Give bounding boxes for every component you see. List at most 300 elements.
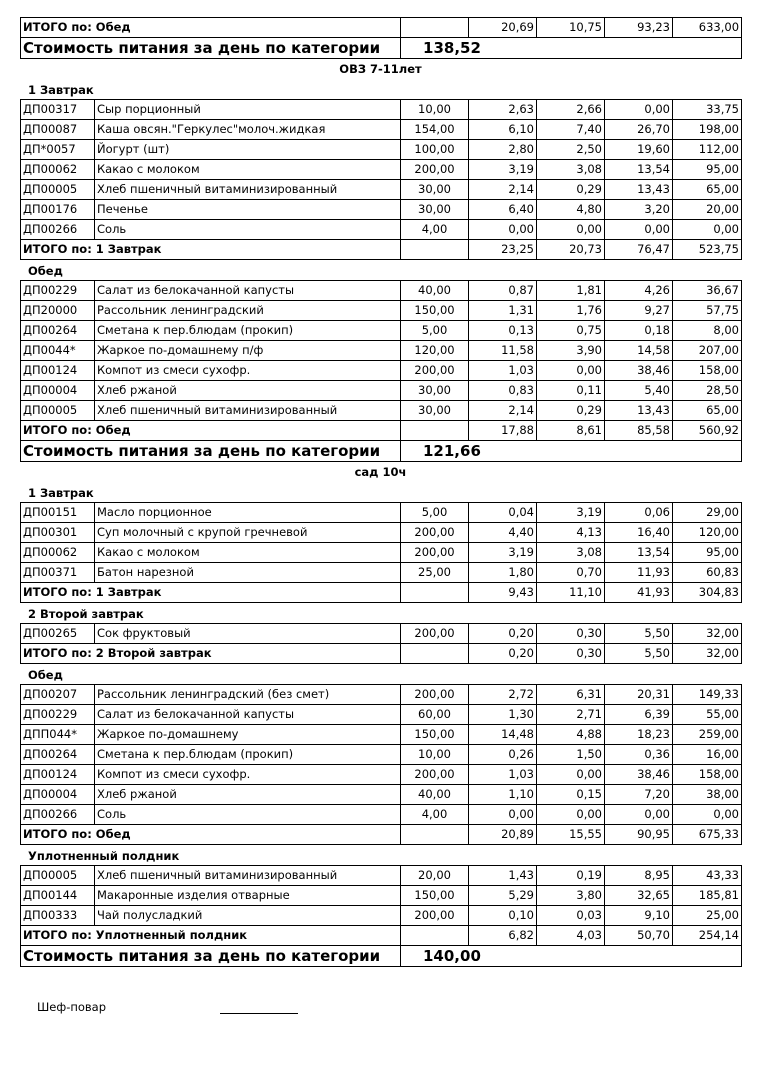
dish-name: Сметана к пер.блюдам (прокип) — [95, 745, 401, 765]
dish-carbs: 0,00 — [605, 805, 673, 825]
dish-name: Соль — [95, 220, 401, 240]
total-qty — [401, 421, 469, 441]
dish-fat: 2,50 — [537, 140, 605, 160]
category-cost-row — [21, 946, 742, 967]
total-kcal: 254,14 — [673, 926, 742, 946]
dish-protein: 1,43 — [469, 866, 537, 886]
total-protein: 0,20 — [469, 644, 537, 664]
dish-protein: 0,13 — [469, 321, 537, 341]
meal-title: Уплотненный полдник — [28, 849, 180, 863]
dish-code: ДП00144 — [21, 886, 95, 906]
dish-name: Рассольник ленинградский — [95, 301, 401, 321]
meal-title: 1 Завтрак — [28, 83, 94, 97]
dish-kcal: 0,00 — [673, 220, 742, 240]
dish-kcal: 25,00 — [673, 906, 742, 926]
dish-kcal: 65,00 — [673, 401, 742, 421]
dish-name: Сок фруктовый — [95, 624, 401, 644]
category-title: ОВЗ 7-11лет — [339, 62, 422, 76]
dish-qty: 10,00 — [401, 745, 469, 765]
total-label: ИТОГО по: Уплотненный полдник — [21, 926, 401, 946]
dish-qty: 120,00 — [401, 341, 469, 361]
table-row — [21, 906, 742, 926]
total-carbs: 85,58 — [605, 421, 673, 441]
dish-protein: 1,10 — [469, 785, 537, 805]
dish-kcal: 149,33 — [673, 685, 742, 705]
dish-fat: 3,80 — [537, 886, 605, 906]
dish-kcal: 120,00 — [673, 523, 742, 543]
dish-protein: 6,10 — [469, 120, 537, 140]
dish-code: ДП00371 — [21, 563, 95, 583]
dish-kcal: 16,00 — [673, 745, 742, 765]
dish-protein: 6,40 — [469, 200, 537, 220]
total-qty — [401, 825, 469, 845]
table-row — [21, 180, 742, 200]
dish-name: Жаркое по-домашнему п/ф — [95, 341, 401, 361]
dish-kcal: 43,33 — [673, 866, 742, 886]
dish-fat: 3,19 — [537, 503, 605, 523]
dish-qty: 4,00 — [401, 220, 469, 240]
dish-protein: 1,30 — [469, 705, 537, 725]
meal-table — [20, 865, 742, 967]
table-row — [21, 281, 742, 301]
total-kcal: 675,33 — [673, 825, 742, 845]
dish-qty: 30,00 — [401, 180, 469, 200]
dish-qty: 100,00 — [401, 140, 469, 160]
dish-qty: 30,00 — [401, 200, 469, 220]
total-fat: 4,03 — [537, 926, 605, 946]
dish-kcal: 0,00 — [673, 805, 742, 825]
total-carbs: 90,95 — [605, 825, 673, 845]
table-row — [21, 160, 742, 180]
dish-protein: 0,04 — [469, 503, 537, 523]
dish-fat: 7,40 — [537, 120, 605, 140]
dish-name: Хлеб ржаной — [95, 785, 401, 805]
dish-code: ДП00124 — [21, 765, 95, 785]
dish-carbs: 4,26 — [605, 281, 673, 301]
dish-protein: 5,29 — [469, 886, 537, 906]
total-fat: 0,30 — [537, 644, 605, 664]
dish-name: Какао с молоком — [95, 543, 401, 563]
total-label: ИТОГО по: Обед — [21, 825, 401, 845]
dish-fat: 0,75 — [537, 321, 605, 341]
dish-qty: 150,00 — [401, 301, 469, 321]
dish-kcal: 65,00 — [673, 180, 742, 200]
dish-carbs: 5,40 — [605, 381, 673, 401]
dish-carbs: 9,27 — [605, 301, 673, 321]
dish-carbs: 26,70 — [605, 120, 673, 140]
dish-code: ДП00087 — [21, 120, 95, 140]
dish-code: ДП00229 — [21, 281, 95, 301]
dish-fat: 0,19 — [537, 866, 605, 886]
dish-protein: 1,31 — [469, 301, 537, 321]
dish-code: ДП00229 — [21, 705, 95, 725]
dish-protein: 0,83 — [469, 381, 537, 401]
dish-name: Суп молочный с крупой гречневой — [95, 523, 401, 543]
dish-protein: 1,03 — [469, 361, 537, 381]
total-qty — [401, 18, 469, 38]
table-row — [21, 361, 742, 381]
dish-code: ДП00264 — [21, 321, 95, 341]
table-row — [21, 745, 742, 765]
total-kcal: 32,00 — [673, 644, 742, 664]
dish-name: Масло порционное — [95, 503, 401, 523]
dish-name: Компот из смеси сухофр. — [95, 361, 401, 381]
dish-carbs: 0,00 — [605, 100, 673, 120]
table-row — [21, 866, 742, 886]
dish-qty: 150,00 — [401, 886, 469, 906]
dish-kcal: 112,00 — [673, 140, 742, 160]
dish-qty: 200,00 — [401, 685, 469, 705]
category-cost-row — [21, 38, 742, 59]
dish-code: ДПП044* — [21, 725, 95, 745]
meal-table — [20, 280, 742, 462]
total-fat: 15,55 — [537, 825, 605, 845]
table-row — [21, 301, 742, 321]
dish-fat: 0,03 — [537, 906, 605, 926]
dish-qty: 40,00 — [401, 281, 469, 301]
total-kcal: 560,92 — [673, 421, 742, 441]
dish-protein: 2,63 — [469, 100, 537, 120]
table-row — [21, 503, 742, 523]
meal-total-row — [21, 421, 742, 441]
dish-qty: 200,00 — [401, 523, 469, 543]
dish-carbs: 13,43 — [605, 180, 673, 200]
total-protein: 6,82 — [469, 926, 537, 946]
dish-code: ДП00333 — [21, 906, 95, 926]
dish-fat: 0,00 — [537, 765, 605, 785]
dish-protein: 2,80 — [469, 140, 537, 160]
dish-kcal: 185,81 — [673, 886, 742, 906]
dish-qty: 200,00 — [401, 624, 469, 644]
dish-name: Салат из белокачанной капусты — [95, 281, 401, 301]
total-label: ИТОГО по: Обед — [21, 18, 401, 38]
dish-code: ДП20000 — [21, 301, 95, 321]
dish-name: Печенье — [95, 200, 401, 220]
meal-title: Обед — [28, 668, 63, 682]
dish-fat: 0,00 — [537, 805, 605, 825]
total-fat: 20,73 — [537, 240, 605, 260]
dish-kcal: 33,75 — [673, 100, 742, 120]
meal-total-row — [21, 825, 742, 845]
dish-name: Хлеб пшеничный витаминизированный — [95, 401, 401, 421]
meal-table — [20, 99, 742, 260]
dish-fat: 0,70 — [537, 563, 605, 583]
dish-fat: 4,88 — [537, 725, 605, 745]
dish-carbs: 9,10 — [605, 906, 673, 926]
total-carbs: 5,50 — [605, 644, 673, 664]
dish-qty: 200,00 — [401, 543, 469, 563]
dish-fat: 2,71 — [537, 705, 605, 725]
dish-carbs: 18,23 — [605, 725, 673, 745]
dish-kcal: 8,00 — [673, 321, 742, 341]
table-row — [21, 523, 742, 543]
dish-code: ДП00005 — [21, 866, 95, 886]
total-carbs: 93,23 — [605, 18, 673, 38]
dish-code: ДП00004 — [21, 381, 95, 401]
cost-value: 140,00 — [401, 946, 742, 967]
dish-code: ДП*0057 — [21, 140, 95, 160]
table-row — [21, 220, 742, 240]
dish-code: ДП0044* — [21, 341, 95, 361]
dish-fat: 1,76 — [537, 301, 605, 321]
table-row — [21, 563, 742, 583]
dish-code: ДП00265 — [21, 624, 95, 644]
total-qty — [401, 926, 469, 946]
dish-code: ДП00266 — [21, 805, 95, 825]
cost-label: Стоимость питания за день по категории — [21, 441, 401, 462]
dish-protein: 0,26 — [469, 745, 537, 765]
dish-carbs: 0,00 — [605, 220, 673, 240]
dish-carbs: 0,18 — [605, 321, 673, 341]
table-row — [21, 624, 742, 644]
dish-fat: 0,00 — [537, 220, 605, 240]
dish-carbs: 13,54 — [605, 160, 673, 180]
meal-total-row — [21, 583, 742, 603]
table-row — [21, 705, 742, 725]
meal-table — [20, 623, 742, 664]
dish-protein: 0,10 — [469, 906, 537, 926]
dish-name: Хлеб ржаной — [95, 381, 401, 401]
dish-protein: 2,72 — [469, 685, 537, 705]
dish-carbs: 6,39 — [605, 705, 673, 725]
dish-protein: 1,80 — [469, 563, 537, 583]
dish-name: Хлеб пшеничный витаминизированный — [95, 180, 401, 200]
dish-carbs: 0,36 — [605, 745, 673, 765]
dish-qty: 60,00 — [401, 705, 469, 725]
total-qty — [401, 644, 469, 664]
table-row — [21, 401, 742, 421]
dish-kcal: 158,00 — [673, 765, 742, 785]
menu-report — [20, 17, 741, 967]
signature-label: Шеф-повар — [37, 1000, 107, 1014]
table-row — [21, 200, 742, 220]
dish-fat: 2,66 — [537, 100, 605, 120]
dish-carbs: 20,31 — [605, 685, 673, 705]
dish-kcal: 55,00 — [673, 705, 742, 725]
table-row — [21, 341, 742, 361]
dish-kcal: 28,50 — [673, 381, 742, 401]
dish-code: ДП00005 — [21, 180, 95, 200]
total-qty — [401, 240, 469, 260]
cost-label: Стоимость питания за день по категории — [21, 38, 401, 59]
dish-code: ДП00317 — [21, 100, 95, 120]
dish-fat: 4,13 — [537, 523, 605, 543]
total-carbs: 76,47 — [605, 240, 673, 260]
meal-total-row — [21, 926, 742, 946]
categories-container — [20, 59, 741, 967]
dish-name: Чай полусладкий — [95, 906, 401, 926]
dish-qty: 4,00 — [401, 805, 469, 825]
dish-kcal: 20,00 — [673, 200, 742, 220]
total-label: ИТОГО по: 2 Второй завтрак — [21, 644, 401, 664]
dish-qty: 200,00 — [401, 765, 469, 785]
meal-total-row — [21, 240, 742, 260]
dish-protein: 2,14 — [469, 180, 537, 200]
total-fat: 8,61 — [537, 421, 605, 441]
total-protein: 20,69 — [469, 18, 537, 38]
dish-qty: 5,00 — [401, 503, 469, 523]
table-row — [21, 805, 742, 825]
dish-fat: 4,80 — [537, 200, 605, 220]
dish-kcal: 207,00 — [673, 341, 742, 361]
dish-name: Батон нарезной — [95, 563, 401, 583]
dish-name: Йогурт (шт) — [95, 140, 401, 160]
dish-kcal: 60,83 — [673, 563, 742, 583]
dish-kcal: 57,75 — [673, 301, 742, 321]
dish-kcal: 38,00 — [673, 785, 742, 805]
dish-fat: 3,90 — [537, 341, 605, 361]
total-kcal: 523,75 — [673, 240, 742, 260]
dish-carbs: 0,06 — [605, 503, 673, 523]
dish-code: ДП00266 — [21, 220, 95, 240]
dish-qty: 10,00 — [401, 100, 469, 120]
dish-fat: 1,50 — [537, 745, 605, 765]
dish-protein: 0,00 — [469, 220, 537, 240]
dish-code: ДП00264 — [21, 745, 95, 765]
dish-kcal: 158,00 — [673, 361, 742, 381]
dish-fat: 0,11 — [537, 381, 605, 401]
dish-protein: 0,00 — [469, 805, 537, 825]
dish-protein: 0,87 — [469, 281, 537, 301]
total-label: ИТОГО по: 1 Завтрак — [21, 240, 401, 260]
meal-total-row — [21, 644, 742, 664]
cost-label: Стоимость питания за день по категории — [21, 946, 401, 967]
dish-carbs: 14,58 — [605, 341, 673, 361]
dish-kcal: 36,67 — [673, 281, 742, 301]
cost-value: 138,52 — [401, 38, 742, 59]
dish-protein: 1,03 — [469, 765, 537, 785]
dish-code: ДП00207 — [21, 685, 95, 705]
dish-qty: 200,00 — [401, 361, 469, 381]
dish-name: Сыр порционный — [95, 100, 401, 120]
cost-value: 121,66 — [401, 441, 742, 462]
dish-carbs: 38,46 — [605, 765, 673, 785]
table-row — [21, 543, 742, 563]
table-row — [21, 685, 742, 705]
dish-qty: 200,00 — [401, 906, 469, 926]
meal-table — [20, 684, 742, 845]
dish-fat: 1,81 — [537, 281, 605, 301]
dish-name: Соль — [95, 805, 401, 825]
dish-qty: 30,00 — [401, 381, 469, 401]
dish-kcal: 95,00 — [673, 160, 742, 180]
dish-qty: 40,00 — [401, 785, 469, 805]
dish-protein: 14,48 — [469, 725, 537, 745]
prev-section-summary — [20, 17, 742, 59]
dish-code: ДП00151 — [21, 503, 95, 523]
meal-title: 1 Завтрак — [28, 486, 94, 500]
dish-name: Компот из смеси сухофр. — [95, 765, 401, 785]
dish-fat: 0,30 — [537, 624, 605, 644]
total-label: ИТОГО по: 1 Завтрак — [21, 583, 401, 603]
table-row — [21, 140, 742, 160]
table-row — [21, 100, 742, 120]
dish-carbs: 3,20 — [605, 200, 673, 220]
dish-kcal: 32,00 — [673, 624, 742, 644]
table-row — [21, 886, 742, 906]
dish-fat: 0,00 — [537, 361, 605, 381]
table-row — [21, 725, 742, 745]
table-row — [21, 381, 742, 401]
dish-carbs: 5,50 — [605, 624, 673, 644]
dish-protein: 2,14 — [469, 401, 537, 421]
dish-name: Какао с молоком — [95, 160, 401, 180]
dish-name: Хлеб пшеничный витаминизированный — [95, 866, 401, 886]
total-protein: 23,25 — [469, 240, 537, 260]
dish-kcal: 259,00 — [673, 725, 742, 745]
dish-fat: 0,29 — [537, 401, 605, 421]
total-kcal: 633,00 — [673, 18, 742, 38]
dish-carbs: 19,60 — [605, 140, 673, 160]
meal-title: Обед — [28, 264, 63, 278]
total-protein: 9,43 — [469, 583, 537, 603]
category-cost-row — [21, 441, 742, 462]
dish-name: Салат из белокачанной капусты — [95, 705, 401, 725]
dish-qty: 200,00 — [401, 160, 469, 180]
signature-line — [220, 1013, 298, 1014]
dish-qty: 5,00 — [401, 321, 469, 341]
dish-code: ДП00062 — [21, 543, 95, 563]
dish-qty: 154,00 — [401, 120, 469, 140]
dish-carbs: 32,65 — [605, 886, 673, 906]
total-carbs: 50,70 — [605, 926, 673, 946]
table-row — [21, 120, 742, 140]
table-row — [21, 321, 742, 341]
total-protein: 20,89 — [469, 825, 537, 845]
dish-carbs: 13,43 — [605, 401, 673, 421]
dish-kcal: 29,00 — [673, 503, 742, 523]
dish-protein: 11,58 — [469, 341, 537, 361]
meal-total-row — [21, 18, 742, 38]
dish-code: ДП00176 — [21, 200, 95, 220]
total-protein: 17,88 — [469, 421, 537, 441]
dish-name: Сметана к пер.блюдам (прокип) — [95, 321, 401, 341]
dish-carbs: 11,93 — [605, 563, 673, 583]
dish-kcal: 198,00 — [673, 120, 742, 140]
dish-fat: 6,31 — [537, 685, 605, 705]
dish-name: Макаронные изделия отварные — [95, 886, 401, 906]
total-fat: 11,10 — [537, 583, 605, 603]
dish-name: Жаркое по-домашнему — [95, 725, 401, 745]
dish-code: ДП00124 — [21, 361, 95, 381]
dish-code: ДП00005 — [21, 401, 95, 421]
table-row — [21, 785, 742, 805]
total-kcal: 304,83 — [673, 583, 742, 603]
total-fat: 10,75 — [537, 18, 605, 38]
category-title: сад 10ч — [354, 465, 407, 479]
dish-qty: 150,00 — [401, 725, 469, 745]
dish-qty: 25,00 — [401, 563, 469, 583]
dish-carbs: 8,95 — [605, 866, 673, 886]
dish-protein: 3,19 — [469, 160, 537, 180]
dish-fat: 0,29 — [537, 180, 605, 200]
dish-qty: 30,00 — [401, 401, 469, 421]
dish-code: ДП00062 — [21, 160, 95, 180]
dish-fat: 0,15 — [537, 785, 605, 805]
dish-carbs: 7,20 — [605, 785, 673, 805]
total-carbs: 41,93 — [605, 583, 673, 603]
dish-code: ДП00004 — [21, 785, 95, 805]
dish-carbs: 16,40 — [605, 523, 673, 543]
dish-fat: 3,08 — [537, 160, 605, 180]
dish-qty: 20,00 — [401, 866, 469, 886]
dish-name: Рассольник ленинградский (без смет) — [95, 685, 401, 705]
total-label: ИТОГО по: Обед — [21, 421, 401, 441]
dish-carbs: 13,54 — [605, 543, 673, 563]
meal-table — [20, 502, 742, 603]
table-row — [21, 765, 742, 785]
total-qty — [401, 583, 469, 603]
